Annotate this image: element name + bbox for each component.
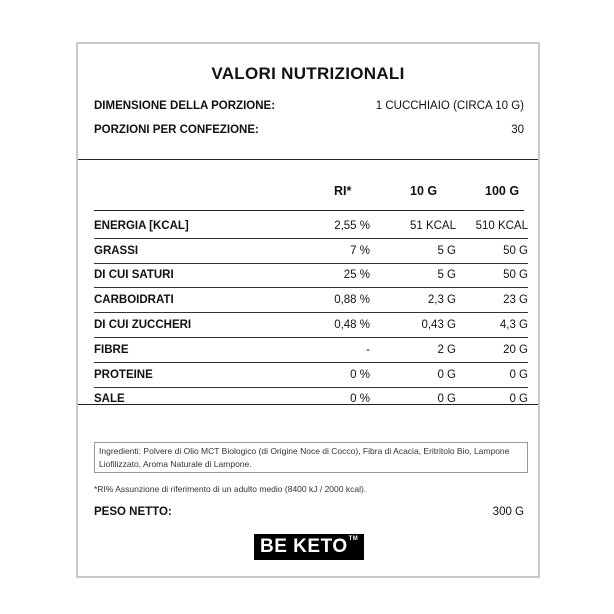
ri-footnote: *RI% Assunzione di riferimento di un adulto medio (8400 kJ / 2000 kcal).: [94, 484, 367, 494]
nutrient-row: [94, 387, 528, 411]
nutrient-per-serving: 5 G: [370, 238, 456, 263]
column-header-ri: RI*: [334, 184, 352, 198]
label-header: [78, 44, 538, 160]
ingredients-box: Ingredienti: Polvere di Olio MCT Biologico (di Origine Noce di Cocco), Fibra di Acacia, Eritritolo Bio, Lampone Liofilizzato, Aroma Naturale di Lampone.: [94, 442, 528, 473]
nutrient-ri: 0,88 %: [282, 288, 370, 313]
nutrient-row: [94, 214, 528, 238]
nutrient-row: [94, 238, 528, 263]
nutrient-ri: 2,55 %: [282, 214, 370, 238]
nutrient-row: [94, 288, 528, 313]
nutrient-per-100g: 23 G: [456, 288, 528, 313]
nutrient-per-serving: 2 G: [370, 337, 456, 362]
nutrient-ri: 0 %: [350, 393, 370, 406]
nutrient-per-100g: 0 G: [509, 393, 528, 406]
nutrient-per-100g: 510 KCAL: [456, 214, 528, 238]
nutrient-per-100g: 4,3 G: [456, 313, 528, 338]
nutrient-per-100g: 20 G: [456, 337, 528, 362]
nutrient-row: [94, 313, 528, 338]
net-weight-value: 300 G: [492, 506, 524, 518]
nutrient-ri: 0 %: [282, 362, 370, 387]
nutrition-label: [76, 42, 540, 578]
brand-logo: [254, 534, 364, 560]
nutrient-per-serving: 0 G: [437, 393, 456, 406]
serving-size-row: [94, 100, 524, 118]
brand-logo-text: BE KETO: [260, 536, 348, 557]
portions-value: 30: [511, 124, 524, 136]
nutrient-ri: 25 %: [282, 263, 370, 288]
trademark-mark: TM: [348, 536, 359, 542]
serving-size-label: DIMENSIONE DELLA PORZIONE:: [94, 100, 276, 112]
nutrition-table: [94, 214, 528, 411]
portions-row: [94, 124, 524, 142]
nutrient-name: CARBOIDRATI: [94, 288, 282, 313]
nutrient-row: [94, 337, 528, 362]
nutrient-name: SALE: [94, 393, 125, 406]
portions-label: PORZIONI PER CONFEZIONE:: [94, 124, 259, 136]
serving-size-value: 1 CUCCHIAIO (CIRCA 10 G): [375, 100, 524, 112]
nutrient-per-100g: 0 G: [456, 362, 528, 387]
net-weight-row: [94, 506, 524, 522]
nutrient-per-100g: 50 G: [456, 238, 528, 263]
column-header-100g: 100 G: [485, 184, 520, 198]
nutrient-row: [94, 362, 528, 387]
nutrient-name: PROTEINE: [94, 362, 282, 387]
nutrient-row: [94, 263, 528, 288]
nutrient-per-100g: 50 G: [456, 263, 528, 288]
nutrient-name: ENERGIA [KCAL]: [94, 214, 282, 238]
nutrient-ri: -: [282, 337, 370, 362]
column-header-10g: 10 G: [410, 184, 438, 198]
nutrient-name: FIBRE: [94, 337, 282, 362]
nutrient-per-serving: 5 G: [370, 263, 456, 288]
nutrient-name: DI CUI SATURI: [94, 263, 282, 288]
nutrient-per-serving: 2,3 G: [370, 288, 456, 313]
table-bottom-divider: [78, 404, 538, 405]
nutrient-per-serving: 51 KCAL: [370, 214, 456, 238]
label-title: VALORI NUTRIZIONALI: [211, 64, 405, 83]
nutrient-per-serving: 0,43 G: [370, 313, 456, 338]
nutrient-name: GRASSI: [94, 238, 282, 263]
net-weight-label: PESO NETTO:: [94, 506, 172, 518]
nutrient-ri: 0,48 %: [282, 313, 370, 338]
nutrient-ri: 7 %: [282, 238, 370, 263]
column-header-divider: [94, 210, 524, 211]
nutrient-per-serving: 0 G: [370, 362, 456, 387]
nutrient-name: DI CUI ZUCCHERI: [94, 313, 282, 338]
